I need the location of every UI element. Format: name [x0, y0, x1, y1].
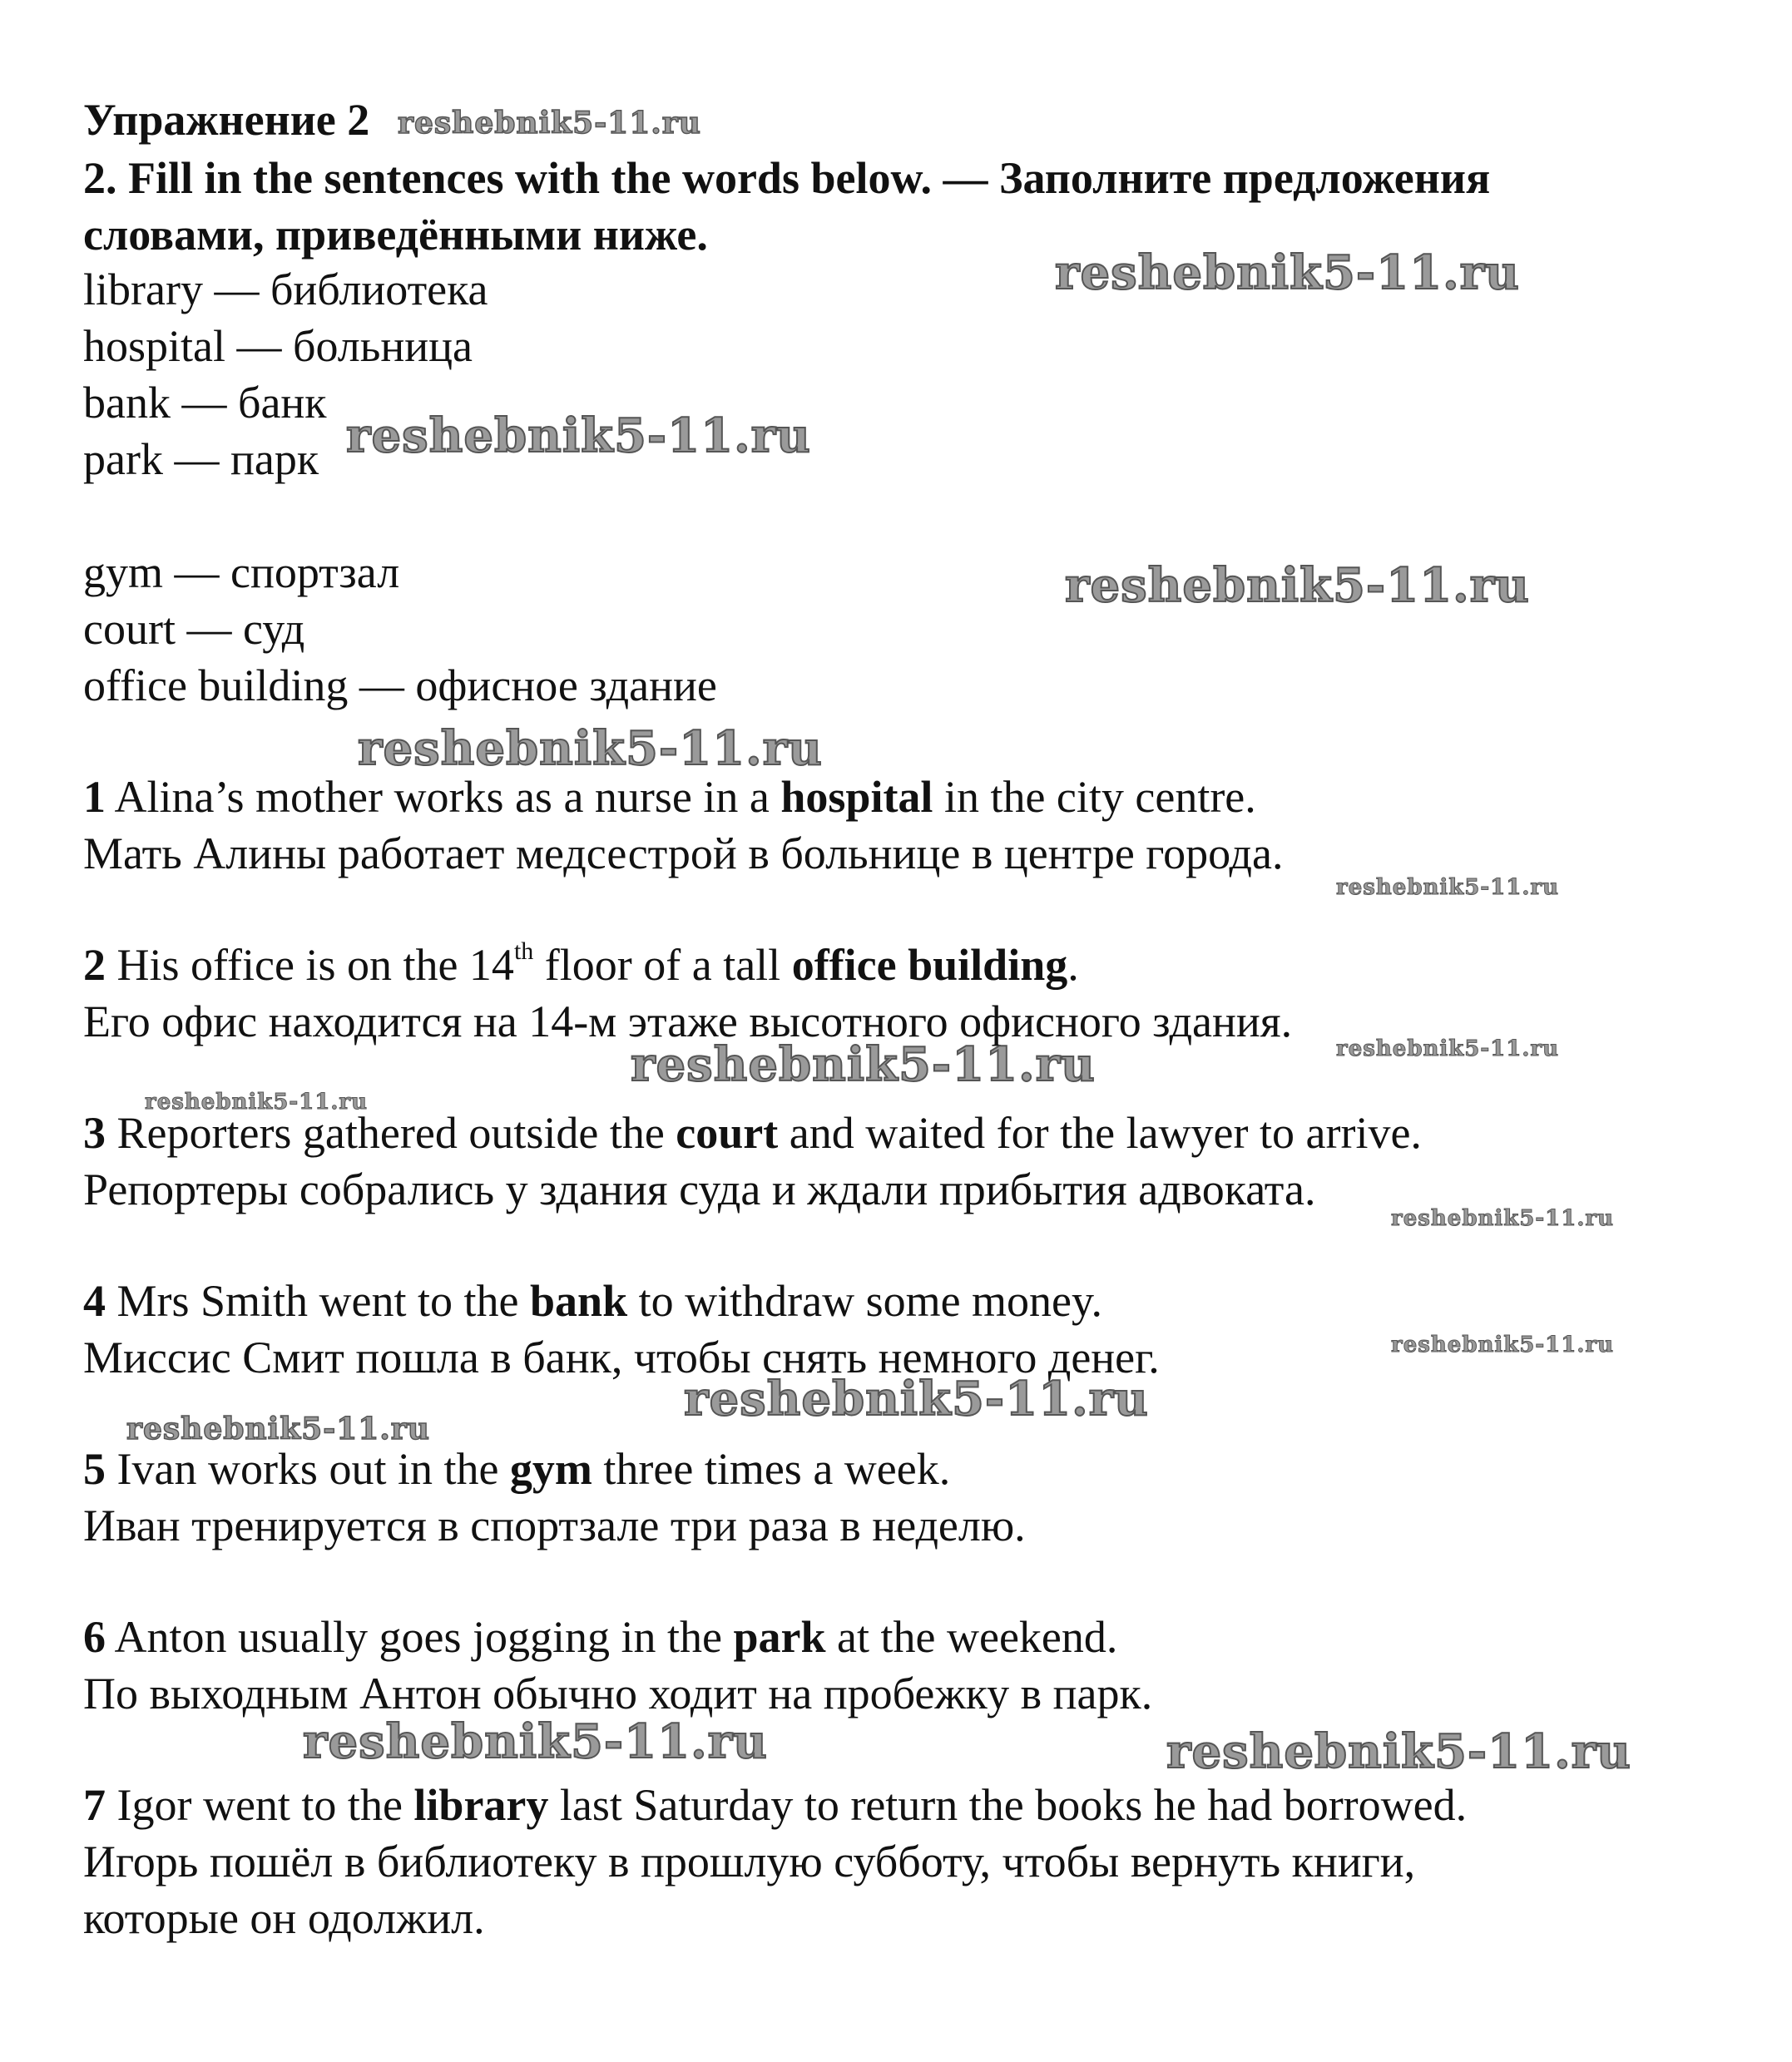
watermark: reshebnik5-11.ru	[1166, 1724, 1631, 1779]
instruction-line-2: словами, приведёнными ниже.	[83, 210, 708, 260]
sentence-5-answer: gym	[509, 1444, 592, 1494]
sentence-3-text-a: Reporters gathered outside the	[106, 1108, 676, 1158]
sentence-4-answer: bank	[530, 1276, 628, 1326]
sentence-6-text-a: Anton usually goes jogging in the	[106, 1612, 734, 1662]
sentence-6-ru: По выходным Антон обычно ходит на пробежку в парк.	[83, 1669, 1153, 1718]
vocab-hospital: hospital — больница	[83, 321, 473, 371]
vocab-office-building: office building — офисное здание	[83, 660, 717, 710]
watermark: reshebnik5-11.ru	[1055, 245, 1520, 300]
sentence-1-en	[83, 770, 1256, 823]
exercise-title	[83, 93, 369, 146]
sentence-5-text-b: three times a week.	[592, 1444, 951, 1494]
sentence-7-answer: library	[413, 1780, 549, 1830]
sentence-5-en	[83, 1442, 950, 1496]
sentence-3-number: 3	[83, 1108, 106, 1158]
exercise-title-text: Упражнение 2	[83, 95, 370, 145]
watermark: reshebnik5-11.ru	[126, 1412, 430, 1446]
watermark: reshebnik5-11.ru	[631, 1037, 1096, 1092]
sentence-1-text-b: in the city centre.	[933, 772, 1256, 822]
watermark: reshebnik5-11.ru	[684, 1372, 1149, 1427]
sentence-4-text-a: Mrs Smith went to the	[106, 1276, 530, 1326]
sentence-2-en	[83, 938, 1079, 991]
sentence-2-number: 2	[83, 940, 106, 990]
sentence-6-en	[83, 1610, 1117, 1664]
instruction-line-1: 2. Fill in the sentences with the words below. — Заполните предложения	[83, 153, 1491, 203]
sentence-7-en	[83, 1778, 1467, 1832]
sentence-4-text-b: to withdraw some money.	[627, 1276, 1103, 1326]
sentence-3-ru: Репортеры собрались у здания суда и ждали прибытия адвоката.	[83, 1165, 1316, 1214]
sentence-5-text-a: Ivan works out in the	[106, 1444, 510, 1494]
sentence-1-number: 1	[83, 772, 106, 822]
watermark: reshebnik5-11.ru	[1065, 558, 1530, 613]
watermark: reshebnik5-11.ru	[346, 408, 811, 463]
sentence-7-ru-cont: которые он одолжил.	[83, 1893, 485, 1943]
watermark: reshebnik5-11.ru	[1391, 1206, 1615, 1231]
vocab-library: library — библиотека	[83, 265, 488, 314]
vocab-gym: gym — спортзал	[83, 547, 400, 597]
sentence-5-number: 5	[83, 1444, 106, 1494]
sentence-2-text-c: .	[1067, 940, 1079, 990]
watermark: reshebnik5-11.ru	[358, 721, 823, 776]
sentence-2-text-a: His office is on the 14	[106, 940, 514, 990]
watermark: reshebnik5-11.ru	[1391, 1333, 1615, 1357]
sentence-6-number: 6	[83, 1612, 106, 1662]
sentence-6-text-b: at the weekend.	[825, 1612, 1118, 1662]
sentence-7-number: 7	[83, 1780, 106, 1830]
sentence-5-ru: Иван тренируется в спортзале три раза в неделю.	[83, 1501, 1026, 1550]
sentence-1-ru: Мать Алины работает медсестрой в больнице в центре города.	[83, 828, 1284, 878]
sentence-2-text-b: floor of a tall	[533, 940, 792, 990]
sentence-7-ru: Игорь пошёл в библиотеку в прошлую субботу, чтобы вернуть книги,	[83, 1837, 1416, 1886]
watermark: reshebnik5-11.ru	[398, 106, 701, 141]
sentence-1-text-a: Alina’s mother works as a nurse in a	[106, 772, 781, 822]
sentence-7-text-a: Igor went to the	[106, 1780, 414, 1830]
sentence-4-number: 4	[83, 1276, 106, 1326]
watermark: reshebnik5-11.ru	[1336, 875, 1560, 900]
sentence-2-superscript: th	[513, 937, 534, 965]
vocab-court: court — суд	[83, 604, 305, 654]
sentence-1-answer: hospital	[780, 772, 933, 822]
sentence-6-answer: park	[733, 1612, 826, 1662]
sentence-4-ru: Миссис Смит пошла в банк, чтобы снять немного денег.	[83, 1333, 1160, 1382]
sentence-4-en	[83, 1274, 1102, 1328]
sentence-2-ru: Его офис находится на 14-м этаже высотного офисного здания.	[83, 996, 1293, 1046]
vocab-bank: bank — банк	[83, 378, 327, 428]
sentence-2-answer: office building	[791, 940, 1068, 990]
sentence-7-text-b: last Saturday to return the books he had borrowed.	[548, 1780, 1468, 1830]
watermark: reshebnik5-11.ru	[145, 1090, 369, 1115]
watermark: reshebnik5-11.ru	[1336, 1036, 1560, 1061]
vocab-park: park — парк	[83, 434, 319, 484]
sentence-3-answer: court	[676, 1108, 779, 1158]
watermark: reshebnik5-11.ru	[303, 1714, 768, 1769]
sentence-3-text-b: and waited for the lawyer to arrive.	[778, 1108, 1422, 1158]
